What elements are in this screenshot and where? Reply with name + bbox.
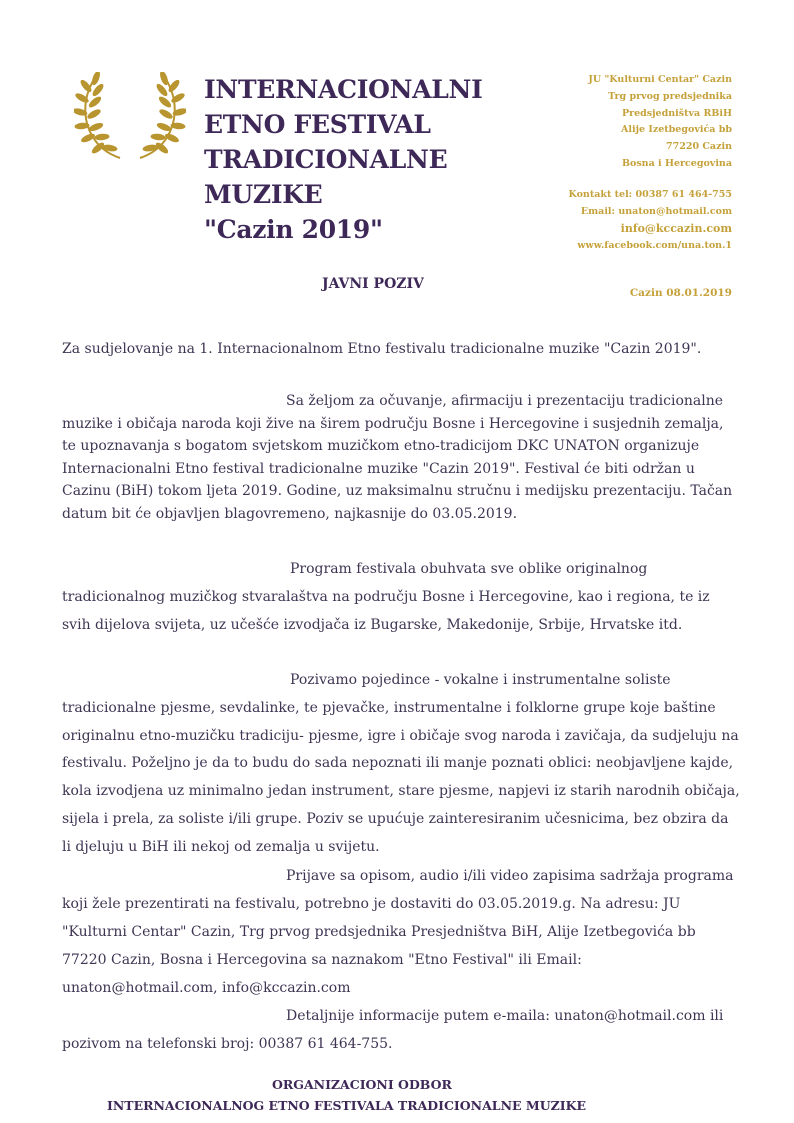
- paragraph-2: Program festivala obuhvata sve oblike originalnog tradicionalnog muzičkog stvaralaštva na području Bosne i Hercegovine, kao i regiona, te iz svih dijelova svijeta, uz učešće izvodjača iz Bugarske, Makedonije, Srbije, Hrvatske itd.: [62, 561, 710, 633]
- footer-line-1: ORGANIZACIONI ODBOR: [272, 1077, 452, 1092]
- title-line-1: INTERNACIONALNI: [204, 75, 483, 104]
- paragraph-4: Prijave sa opisom, audio i/ili video zapisima sadržaja programa koji žele prezentirati na festivalu, potrebno je dostaviti do 03.05.2019.g. Na adresu: JU "Kulturni Centar" Cazin, Trg prvog predsjednika Presjedništva BiH, Alije Izetbegovića bb 77220 Cazin, Bosna i Hercegovina sa naznakom "Etno Festival" ili Email: unaton@hotmail.com, info@kccazin.com: [62, 867, 734, 996]
- footer-line-2: INTERNACIONALNOG ETNO FESTIVALA TRADICIONALNE MUZIKE: [107, 1098, 586, 1113]
- paragraph-intro: Za sudjelovanje na 1. Internacionalnom Etno festivalu tradicionalne muzike "Cazin 2019".: [62, 341, 702, 357]
- contact-email-2[interactable]: info@kccazin.com: [620, 222, 732, 235]
- address-line-3: Predsjedništva RBiH: [621, 107, 732, 119]
- document-body: [62, 338, 740, 1058]
- title-line-5: "Cazin 2019": [204, 215, 383, 244]
- contact-facebook[interactable]: www.facebook.com/una.ton.1: [577, 240, 732, 251]
- address-line-4: Alije Izetbegovića bb: [621, 124, 732, 136]
- contact-block: [472, 186, 732, 254]
- address-line-1: JU "Kulturni Centar" Cazin: [588, 74, 732, 85]
- festival-title: [204, 72, 494, 247]
- document-heading: JAVNI POZIV: [322, 276, 424, 292]
- address-block: [502, 72, 732, 173]
- title-line-2: ETNO FESTIVAL: [204, 110, 431, 139]
- paragraph-5: Detaljnije informacije putem e-maila: unaton@hotmail.com ili pozivom na telefonski broj: 00387 61 464-755.: [62, 1007, 724, 1052]
- contact-email[interactable]: Email: unaton@hotmail.com: [580, 206, 732, 217]
- paragraph-1: Sa željom za očuvanje, afirmaciju i prezentaciju tradicionalne muzike i običaja naroda koji žive na širem području Bosne i Hercegovine i susjednih zemalja, te upoznavanja s bogatom svjetskom muzičkom etno-tradicijom DKC UNATON organizuje Internacionalni Etno festival tradicionalne muzike "Cazin 2019". Festival će biti održan u Cazinu (BiH) tokom ljeta 2019. Godine, uz maksimalnu stručnu i medijsku prezentaciju. Tačan datum bit će objavljen blagovremeno, najkasnije do 03.05.2019.: [62, 393, 733, 522]
- title-line-4: MUZIKE: [204, 180, 323, 209]
- contact-phone: Kontakt tel: 00387 61 464-755: [568, 189, 732, 200]
- address-line-5: 77220 Cazin: [666, 141, 732, 153]
- address-line-2: Trg prvog predsjednika: [608, 90, 732, 102]
- paragraph-3: Pozivamo pojedince - vokalne i instrumentalne soliste tradicionalne pjesme, sevdalinke, te pjevačke, instrumentalne i folklorne grupe koje baštine originalnu etno-muzičku tradiciju- pjesme, igre i običaje svog naroda i zavičaja, da sudjeluju na festivalu. Poželjno je da to budu do sada nepoznati ili manje poznati oblici: neobjavljene kajde, kola izvodjena uz minimalno jedan instrument, stare pjesme, napjevi iz starih narodnih običaja, sijela i prela, za soliste i/ili grupe. Poziv se upućuje zainteresiranim učesnicima, bez obzira da li djeluju u BiH ili nekoj od zemalja u svijetu.: [62, 672, 740, 855]
- title-line-3: TRADICIONALNE: [204, 145, 448, 174]
- laurel-wreath-icon: [74, 72, 186, 164]
- document-date: Cazin 08.01.2019: [629, 287, 732, 299]
- address-line-6: Bosna i Hercegovina: [621, 157, 732, 169]
